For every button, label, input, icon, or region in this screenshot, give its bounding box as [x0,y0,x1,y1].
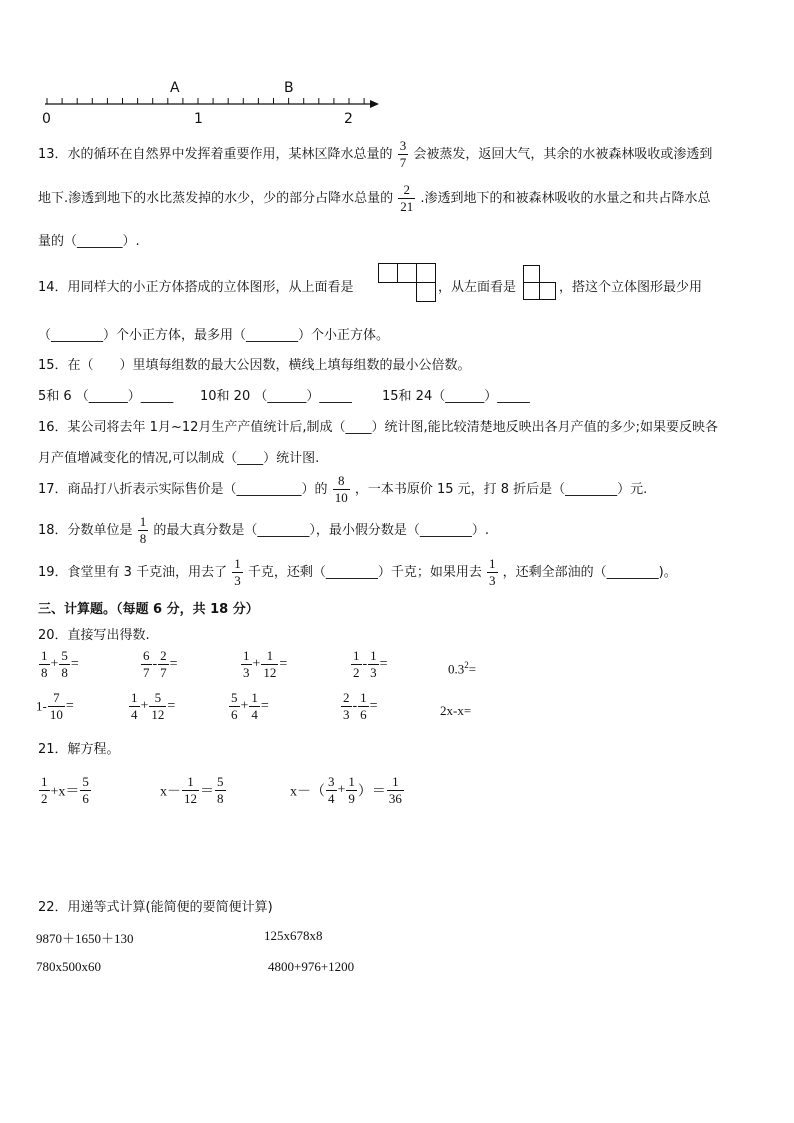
q21-eq1 [38,774,92,807]
q14-text-4: （________）个小正方体，最多用（________）个小正方体。 [38,328,390,343]
q19-text-3: ，还剩全部油的（________)。 [502,565,677,580]
tick-label-2: 2 [344,111,353,127]
q21-eq2 [160,774,227,807]
q14-end [559,276,702,295]
operator: + [252,656,261,672]
fraction: $\frac{5}{12}$ [151,690,165,722]
q19-text-1: 19．食堂里有 3 千克油，用去了 [38,565,228,580]
fraction: $\frac{1}{3}$ [370,648,377,680]
q20-r1c1 [38,648,79,681]
q13-line1 [38,138,712,171]
q13-text-3: 地下.渗透到地下的水比蒸发掉的水少，少的部分占降水总量的 [38,191,394,206]
q22-title: 22．用递等式计算(能简便的要简便计算) [38,900,273,915]
equation-middle: +x＝ [50,784,80,800]
q22-expr3: 780x500x60 [36,959,101,974]
fraction: $\frac{1}{6}$ [360,690,367,722]
section3-title: 三、计算题。（每题 6 分，共 18 分） [38,602,259,617]
fraction: $\frac{3}{4}$ [328,774,335,806]
equals: = [279,656,288,672]
q13-fraction-1: $\frac{3}{7}$ [399,138,407,170]
equals: = [169,656,178,672]
q13-line2 [38,182,711,215]
q18-line [38,514,489,547]
q22-expr2: 125x678x8 [264,928,323,943]
fraction: $\frac{1}{12}$ [184,774,197,806]
equals: = [70,656,79,672]
q15-item3: 15和 24（______）_____ [382,389,530,404]
q20-r1c4 [350,648,388,681]
q14-text-2: ，从左面看是 [438,280,517,295]
fraction: $\frac{2}{7}$ [160,648,167,680]
q21-eq3 [290,774,405,807]
fraction: $\frac{5}{6}$ [231,690,238,722]
q16-line1: 16．某公司将去年 1月~12月生产产值统计后,制成（____）统计图,能比较清楚地反映出各月产值的多少;如果要反映各 [38,420,719,435]
q17-text-1: 17．商品打八折表示实际售价是（__________）的 [38,482,328,497]
q14-text-1: 14．用同样大的小正方体搭成的立体图形，从上面看是 [38,280,354,295]
q13-text-4: .渗透到地下的和被森林吸收的水量之和共占降水总 [420,191,711,206]
label-a: A [170,80,180,96]
q20-r2c2 [128,690,175,723]
q22-expr1: 9870＋1650＋130 [36,931,134,946]
power-base: 0.3 [448,661,465,677]
equals: = [260,698,269,714]
fraction: $\frac{2}{3}$ [343,690,350,722]
q20-r2c1 [36,690,74,723]
q18-fraction: $\frac{1}{8}$ [139,514,147,546]
q17-fraction: $\frac{8}{10}$ [334,473,348,505]
prefix: 1- [36,698,47,714]
operator: + [140,698,149,714]
q13-text-2: 会被蒸发，返回大气，其余的水被森林吸收或渗透到 [413,147,713,162]
q15-line1 [38,354,471,373]
operator: - [352,698,358,714]
operator: + [240,698,249,714]
q14-mid [438,276,516,295]
q20-r1c3 [240,648,287,681]
q18-text-1: 18．分数单位是 [38,523,133,538]
q15-text: 15．在（ ）里填每组数的最大公因数，横线上填每组数的最小公倍数。 [38,358,471,373]
fraction: $\frac{5}{8}$ [61,648,68,680]
fraction: $\frac{1}{2}$ [41,774,48,806]
operator: - [152,656,158,672]
q13-fraction-2: $\frac{2}{21}$ [400,182,414,214]
q19-fraction-2: $\frac{1}{3}$ [489,556,496,588]
number-line-graphic [40,90,385,120]
q18-text-2: 的最大真分数是（________），最小假分数是（________）. [153,523,489,538]
label-b: B [284,80,294,96]
q19-text-2: 千克，还剩（________）千克；如果用去 [247,565,482,580]
fraction: $\frac{7}{10}$ [49,690,63,722]
tick-label-0: 0 [42,111,51,127]
equals: = [369,698,378,714]
equals: = [65,698,74,714]
fraction: $\frac{1}{4}$ [131,690,138,722]
fraction: $\frac{1}{36}$ [388,774,402,806]
fraction: $\frac{1}{12}$ [263,648,277,680]
equals: = [468,661,477,677]
equals: ＝ [200,784,214,800]
equals: = [167,698,176,714]
q22-expr4: 4800+976+1200 [268,959,355,974]
fraction: $\frac{1}{3}$ [243,648,250,680]
operator: + [50,656,59,672]
fraction: $\frac{1}{2}$ [353,648,360,680]
power-exponent: 2 [464,660,469,670]
q13-line3 [38,230,140,249]
equation-prefix: x－ [160,784,181,800]
number-line [40,80,385,130]
q21-title: 21．解方程。 [38,742,120,757]
q14-line1 [38,276,354,295]
q19-fraction-1: $\frac{1}{3}$ [234,556,241,588]
q20-r2c4 [340,690,378,723]
q19-line [38,556,677,589]
q17-line [38,473,647,506]
q16-line2: 月产值增减变化的情况,可以制成（____）统计图. [38,451,320,466]
fraction: $\frac{1}{9}$ [348,774,355,806]
q20-r1c5 [448,660,476,677]
tick-label-1: 1 [194,111,203,127]
q20-r1c2 [140,648,178,681]
left-view-figure [523,265,557,301]
fraction: $\frac{5}{6}$ [82,774,89,806]
q14-text-3: ，搭这个立体图形最少用 [559,280,703,295]
q15-item1: 5和 6 （______）_____ [38,389,174,404]
q17-text-2: ，一本书原价 15 元，打 8 折后是（________）元. [354,482,648,497]
operator: - [362,656,368,672]
operator: + [337,782,346,798]
q13-text-1: 13．水的循环在自然界中发挥着重要作用，某林区降水总量的 [38,147,393,162]
fraction: $\frac{1}{4}$ [251,690,258,722]
fraction: $\frac{1}{8}$ [41,648,48,680]
q13-text-5: 量的（_______）. [38,234,140,249]
q14-line2 [38,324,389,343]
fraction: $\frac{6}{7}$ [143,648,150,680]
top-view-figure [378,263,436,303]
q20-r2c3 [228,690,269,723]
equation-prefix: x－（ [290,784,325,800]
q20-title: 20．直接写出得数. [38,628,150,643]
q15-item2: 10和 20 （______）_____ [200,389,352,404]
equals: = [379,656,388,672]
fraction: $\frac{5}{8}$ [217,774,224,806]
q20-r2c5: 2x-x= [440,703,472,718]
equals: ）＝ [357,784,386,800]
